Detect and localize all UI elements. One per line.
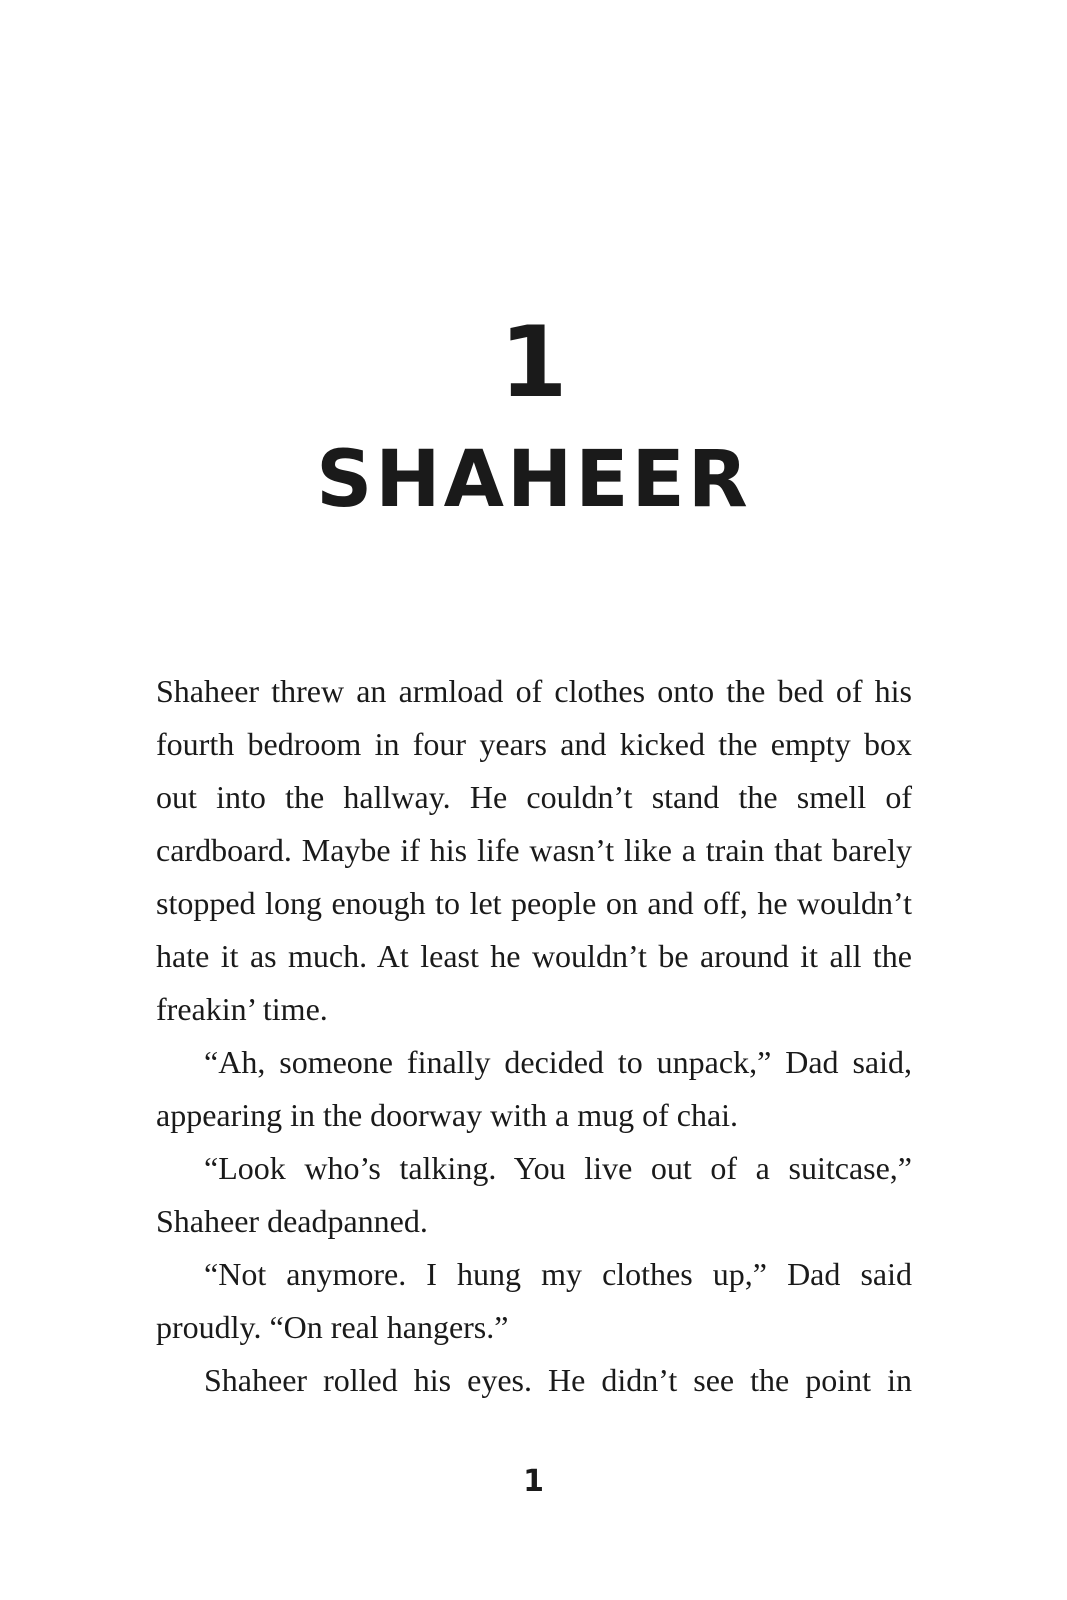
paragraph: Shaheer rolled his eyes. He didn’t see the point in	[204, 1362, 912, 1398]
paragraph: Shaheer threw an armload of clothes onto the bed of his fourth bedroom in four years and kicked the empty box out into the hallway. He couldn’t stand the smell of cardboard. Maybe if his life wasn’t like a train that barely stopped long enough to let people on and off, he wouldn’t hate it as much. At least he wouldn’t be around it all the freakin’ time.	[156, 673, 912, 1027]
page-number: 1	[523, 1464, 544, 1499]
chapter-number: 1	[499, 306, 568, 420]
chapter-body	[156, 665, 912, 1407]
paragraph: “Look who’s talking. You live out of a suitcase,” Shaheer deadpanned.	[156, 1150, 912, 1239]
paragraph: “Not anymore. I hung my clothes up,” Dad said proudly. “On real hangers.”	[156, 1256, 912, 1345]
paragraph: “Ah, someone finally decided to unpack,” Dad said, appearing in the doorway with a mug of chai.	[156, 1044, 912, 1133]
chapter-title: SHAHEER	[316, 435, 751, 525]
